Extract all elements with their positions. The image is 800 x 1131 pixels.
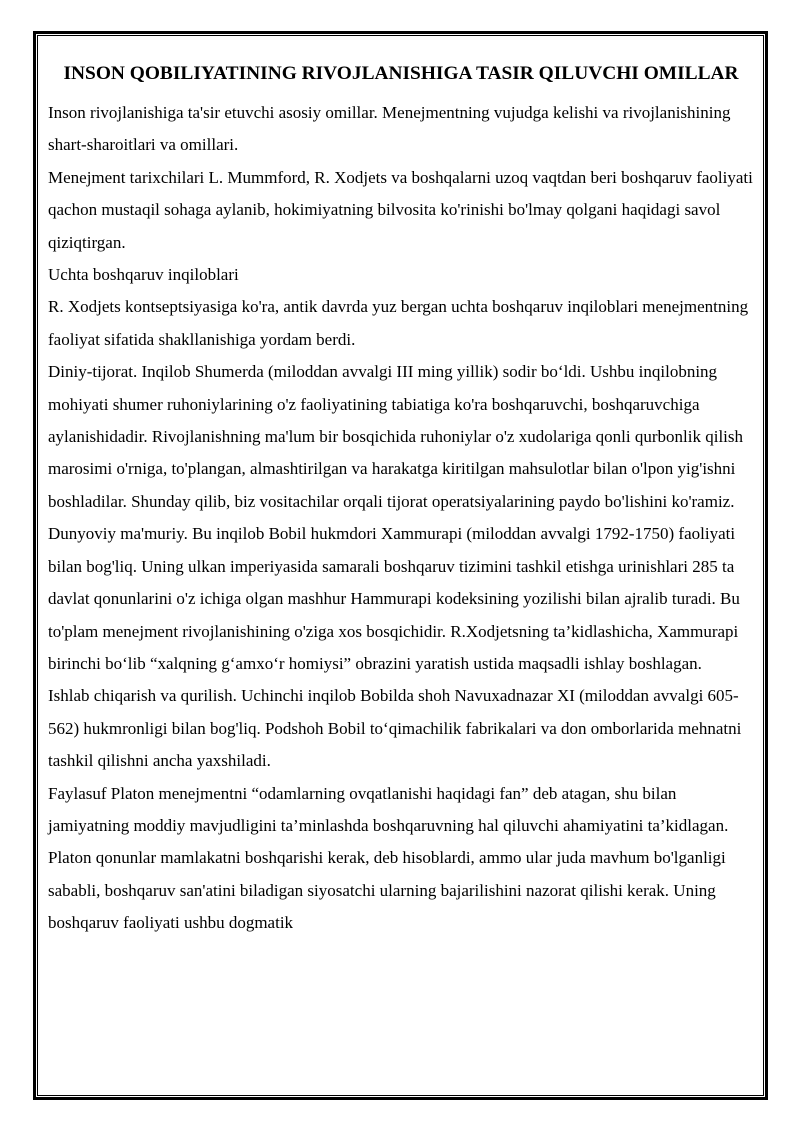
document-content — [48, 56, 754, 940]
document-body — [48, 97, 754, 940]
paragraph: Diniy-tijorat. Inqilob Shumerda (miloddan avvalgi III ming yillik) sodir bo‘ldi. Ushbu inqilobning mohiyati shumer ruhoniylarining o'z faoliyatining tabiatiga ko'ra boshqaruvchi, boshqaruvchiga aylanishidadir. Rivojlanishning ma'lum bir bosqichida ruhoniylar o'z xudolariga qonli qurbonlik qilish marosimi o'rniga, to'plangan, almashtirilgan va harakatga kiritilgan mahsulotlar bilan o'lpon yig'ishni boshladilar. Shunday qilib, biz vositachilar orqali tijorat operatsiyalarining paydo bo'lishini ko'ramiz. — [48, 362, 744, 511]
document-title: INSON QOBILIYATINING RIVOJLANISHIGA TASIR QILUVCHI OMILLAR — [63, 63, 739, 84]
section-heading: Uchta boshqaruv inqiloblari — [48, 265, 239, 285]
paragraph: Ishlab chiqarish va qurilish. Uchinchi inqilob Bobilda shoh Navuxadnazar XI (miloddan avvalgi 605-562) hukmronligi bilan bog'liq. Podshoh Bobil to‘qimachilik fabrikalari va don omborlarida mehnatni tashkil qilishni ancha yaxshiladi. — [48, 686, 742, 771]
paragraph: Menejment tarixchilari L. Mummford, R. Xodjets va boshqalarni uzoq vaqtdan beri boshqaruv faoliyati qachon mustaqil sohaga aylanib, hokimiyatning bilvosita ko'rinishi bo'lmay qolgani haqidagi savol qiziqtirgan. — [48, 167, 753, 252]
paragraph: Faylasuf Platon menejmentni “odamlarning ovqatlanishi haqidagi fan” deb atagan, shu bilan jamiyatning moddiy mavjudligini ta’minlashda boshqaruvning hal qiluvchi ahamiyatini ta’kidlagan. Platon qonunlar mamlakatni boshqarishi kerak, deb hisoblardi, ammo ular juda mavhum bo'lganligi sababli, boshqaruv san'atini biladigan siyosatchi ularning bajarilishini nazorat qilishi kerak. Uning boshqaruv faoliyati ushbu dogmatik — [48, 783, 729, 933]
paragraph: R. Xodjets kontseptsiyasiga ko'ra, antik davrda yuz bergan uchta boshqaruv inqiloblari menejmentning faoliyat sifatida shakllanishiga yordam berdi. — [48, 297, 749, 349]
paragraph: Inson rivojlanishiga ta'sir etuvchi asosiy omillar. Menejmentning vujudga kelishi va rivojlanishining shart-sharoitlari va omillari. — [48, 103, 731, 155]
paragraph: Dunyoviy ma'muriy. Bu inqilob Bobil hukmdori Xammurapi (miloddan avvalgi 1792-1750) faoliyati bilan bog'liq. Uning ulkan imperiyasida samarali boshqaruv tizimini tashkil etishga urinishlari 285 ta davlat qonunlarini o'z ichiga olgan mashhur Hammurapi kodeksining yozilishi bilan ajralib turadi. Bu to'plam menejment rivojlanishining o'ziga xos bosqichidir. R.Xodjetsning ta’kidlashicha, Xammurapi birinchi bo‘lib “xalqning g‘amxo‘r homiysi” obrazini yaratish ustida maqsadli ishlay boshlagan. — [48, 524, 740, 673]
